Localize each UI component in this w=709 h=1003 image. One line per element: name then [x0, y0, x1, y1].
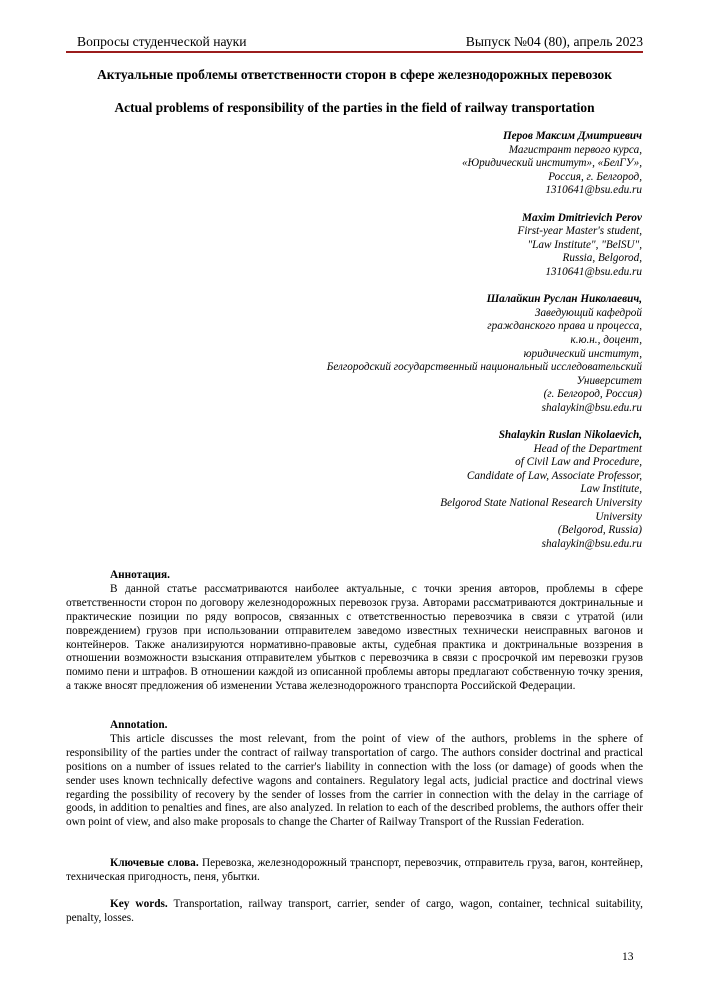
author-line: Belgorod State National Research University [440, 497, 642, 510]
annotation-text: В данной статье рассматриваются наиболее актуальные, с точки зрения авторов, проблемы в сфере ответственности сторон по договору железнодорожных перевозок груза. Авторами рассматриваются доктринальные и практические позиции по ряду вопросов, связанных с ответственностью перевозчика в связи с утратой (или повреждением) грузов при использовании отправителем заведомо известных технически неисправных вагонов и контейнеров. Также анализируются нормативно-правовые акты, судебная практика и доктринальные воззрения в отношении возможности взыскания отправителем убытков с перевозчика в связи с просрочкой им перевозки грузов помимо пени и штрафов. В отношении каждой из описанной проблемы авторы предлагают собственную точку зрения, а также вносят предложения об изменении Устава железнодорожного транспорта Российской Федерации. [66, 582, 643, 693]
header-divider [66, 51, 643, 53]
author-line: "Law Institute", "BelSU", [527, 238, 642, 251]
running-header [77, 34, 643, 52]
author-line: Head of the Department [533, 442, 642, 455]
author-email: 1310641@bsu.edu.ru [545, 184, 642, 197]
author-line: гражданского права и процесса, [487, 320, 642, 333]
author-email: shalaykin@bsu.edu.ru [541, 401, 642, 414]
author-line: Россия, г. Белгород, [548, 170, 642, 183]
author-line: University [595, 510, 642, 523]
author-line: (г. Белгород, Россия) [543, 388, 642, 401]
author-email: 1310641@bsu.edu.ru [545, 265, 642, 278]
author-line: Белгородский государственный национальный исследовательский [326, 361, 642, 374]
author-email: shalaykin@bsu.edu.ru [541, 537, 642, 550]
author-line: (Belgorod, Russia) [557, 524, 642, 537]
author-line: Магистрант первого курса, [508, 143, 642, 156]
author-block [290, 429, 642, 551]
author-line: First-year Master's student, [517, 225, 642, 238]
keywords-text: Transportation, railway transport, carrier, sender of cargo, wagon, container, technical suitability, penalty, losses. [66, 898, 643, 924]
keywords-text: Перевозка, железнодорожный транспорт, перевозчик, отправитель груза, вагон, контейнер, техническая пригодность, пеня, убытки. [66, 857, 643, 883]
annotation-russian [66, 569, 643, 694]
journal-name: Вопросы студенческой науки [77, 34, 247, 49]
keywords-english [66, 898, 643, 926]
author-block [290, 130, 642, 198]
author-line: Law Institute, [580, 483, 642, 496]
author-name: Maxim Dmitrievich Perov [522, 211, 642, 224]
author-line: Russia, Belgorod, [562, 252, 642, 265]
keywords-paragraph [66, 857, 643, 885]
author-line: юридический институт, [523, 347, 642, 360]
author-line: of Civil Law and Procedure, [515, 456, 642, 469]
author-line: Заведующий кафедрой [534, 306, 642, 319]
author-line: «Юридический институт», «БелГУ», [461, 157, 642, 170]
keywords-label: Key words. [110, 898, 168, 910]
title-english: Actual problems of responsibility of the parties in the field of railway transportation [114, 100, 595, 115]
issue-info: Выпуск №04 (80), апрель 2023 [465, 34, 643, 49]
annotation-english [66, 719, 643, 830]
author-block [290, 293, 642, 415]
author-affiliations [290, 130, 642, 565]
author-name: Шалайкин Руслан Николаевич, [486, 293, 642, 306]
author-name: Shalaykin Ruslan Nikolaevich, [498, 429, 642, 442]
author-line: Университет [576, 374, 642, 387]
annotation-heading: Annotation. [110, 719, 168, 731]
annotation-text: This article discusses the most relevant, from the point of view of the authors, problems in the sphere of responsibility of the parties under the contract of railway transportation of cargo. The authors consider doctrinal and practical positions on a number of issues related to the carrier's liability in connection with the loss (or damage) of goods when the sender uses known technically defective wagons and containers. Regulatory legal acts, judicial practice and doctrinal views regarding the possibility of recovery by the sender of losses from the carrier in connection with the delay in the carriage of goods, in addition to penalties and fines, are also analyzed. In relation to each of the described problems, the authors offer their own point of view, and also make proposals to change the Charter of Railway Transport of the Russian Federation. [66, 732, 643, 829]
page-number: 13 [622, 951, 634, 963]
annotation-heading: Аннотация. [110, 569, 170, 581]
author-block [290, 212, 642, 280]
keywords-label: Ключевые слова. [110, 857, 199, 869]
author-line: Candidate of Law, Associate Professor, [466, 469, 642, 482]
title-russian: Актуальные проблемы ответственности сторон в сфере железнодорожных перевозок [97, 67, 612, 82]
keywords-paragraph [66, 898, 643, 926]
author-name: Перов Максим Дмитриевич [502, 130, 642, 142]
author-line: к.ю.н., доцент, [570, 333, 642, 346]
keywords-russian [66, 857, 643, 885]
